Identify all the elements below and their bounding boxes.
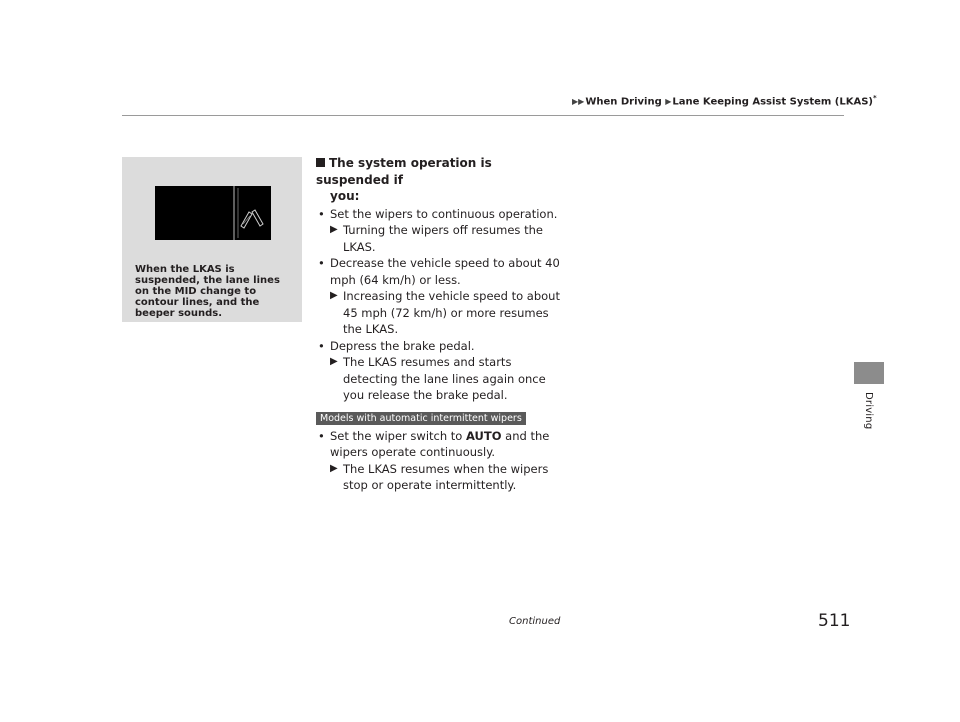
page-number: 511 xyxy=(818,611,851,631)
breadcrumb-topic: Lane Keeping Assist System (LKAS) xyxy=(672,96,873,108)
sidebar-note xyxy=(122,157,302,322)
chapter-tab xyxy=(854,362,884,384)
main-content xyxy=(316,155,561,494)
mid-display-illustration xyxy=(155,186,271,240)
continued-label: Continued xyxy=(509,616,561,627)
arrow-right-icon: ▶ xyxy=(330,290,338,301)
model-applicability-tag: Models with automatic intermittent wipers xyxy=(316,412,526,425)
arrow-right-icon: ▶ xyxy=(330,462,338,474)
arrow-right-icon: ▶ xyxy=(665,97,672,107)
list-subitem: ▶ Turning the wipers off resumes the LKAS. xyxy=(330,223,543,254)
arrow-right-icon: ▶▶ xyxy=(572,97,585,107)
list-subitem: ▶ The LKAS resumes when the wipers stop or operate intermittently. xyxy=(330,461,549,492)
list-item: • Depress the brake pedal. xyxy=(316,338,561,355)
lane-lines-icon xyxy=(155,186,271,240)
list-item: • Set the wipers to continuous operation. xyxy=(316,206,561,223)
list-item: • Set the wiper switch to AUTO and the wipers operate continuously. xyxy=(316,428,561,461)
header-rule xyxy=(122,115,844,116)
arrow-right-icon: ▶ xyxy=(330,224,338,235)
breadcrumb xyxy=(572,94,877,107)
arrow-right-icon: ▶ xyxy=(330,356,338,367)
breadcrumb-section: When Driving xyxy=(585,96,662,108)
breadcrumb-footnote-mark: * xyxy=(873,94,877,102)
square-bullet-icon xyxy=(316,158,325,167)
list-item: • Decrease the vehicle speed to about 40 mph (64 km/h) or less. xyxy=(316,255,561,288)
section-heading: The system operation is suspended if you: xyxy=(316,156,492,203)
note-text: When the LKAS is suspended, the lane lines on the MID change to contour lines, and the beeper sounds. xyxy=(135,264,280,319)
list-subitem: ▶ Increasing the vehicle speed to about 45 mph (72 km/h) or more resumes the LKAS. xyxy=(330,289,560,336)
list-subitem: ▶ The LKAS resumes and starts detecting the lane lines again once you release the brake pedal. xyxy=(330,355,546,402)
chapter-label: Driving xyxy=(863,392,874,430)
